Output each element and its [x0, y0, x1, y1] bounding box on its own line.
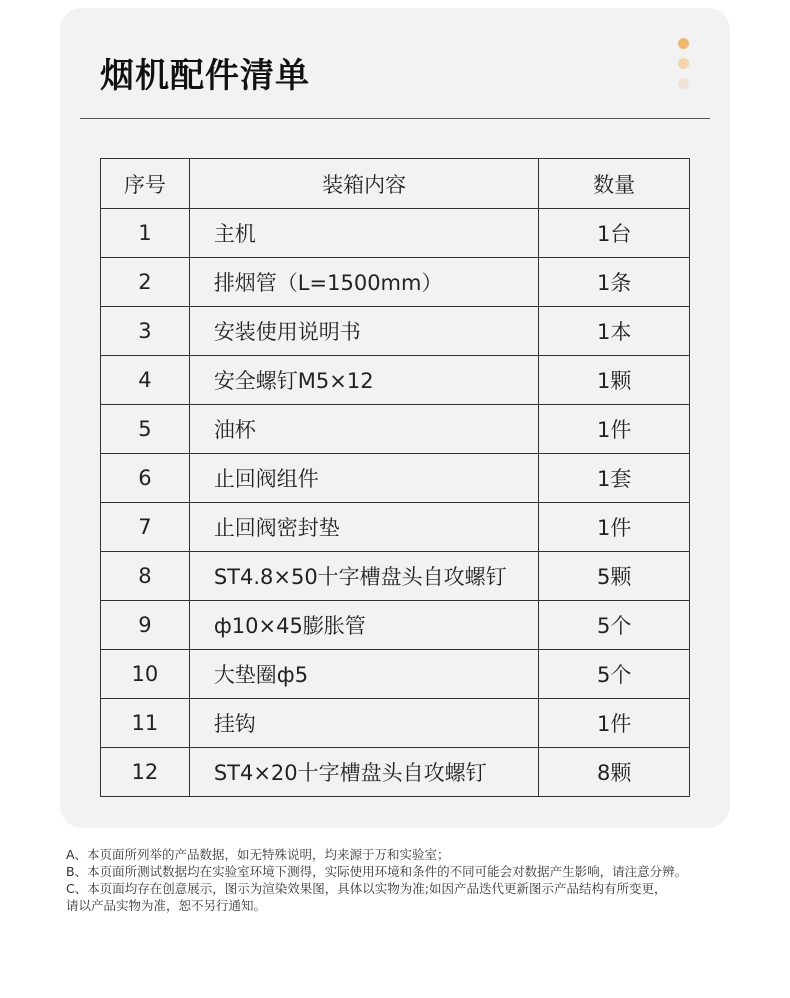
row-quantity: 5颗: [539, 552, 690, 601]
table-row: [101, 552, 690, 601]
row-number: 7: [101, 503, 190, 552]
row-number: 1: [101, 209, 190, 258]
row-number: 5: [101, 405, 190, 454]
table-row: [101, 307, 690, 356]
table-row: [101, 601, 690, 650]
row-content: ST4.8×50十字槽盘头自攻螺钉: [189, 552, 539, 601]
row-number: 12: [101, 748, 190, 797]
table-row: [101, 748, 690, 797]
parts-list-card: [60, 8, 730, 828]
row-number: 10: [101, 650, 190, 699]
row-quantity: 5个: [539, 601, 690, 650]
row-quantity: 1件: [539, 405, 690, 454]
row-quantity: 1件: [539, 503, 690, 552]
row-content: 安全螺钉M5×12: [189, 356, 539, 405]
table-row: [101, 699, 690, 748]
table-row: [101, 405, 690, 454]
footnote-a: A、本页面所列举的产品数据，如无特殊说明，均来源于万和实验室；: [66, 847, 450, 862]
row-number: 3: [101, 307, 190, 356]
row-quantity: 5个: [539, 650, 690, 699]
dot-icon: [678, 38, 689, 49]
row-number: 9: [101, 601, 190, 650]
row-quantity: 1套: [539, 454, 690, 503]
table-row: [101, 650, 690, 699]
table-header-row: [101, 159, 690, 209]
row-number: 8: [101, 552, 190, 601]
column-header-no: 序号: [101, 159, 190, 209]
dot-icon: [678, 78, 689, 89]
table-row: [101, 258, 690, 307]
row-content: ST4×20十字槽盘头自攻螺钉: [189, 748, 539, 797]
table-row: [101, 454, 690, 503]
row-quantity: 1条: [539, 258, 690, 307]
row-content: 安装使用说明书: [189, 307, 539, 356]
table-row: [101, 356, 690, 405]
row-content: 大垫圈ф5: [189, 650, 539, 699]
row-quantity: 1件: [539, 699, 690, 748]
row-number: 4: [101, 356, 190, 405]
row-content: 挂钩: [189, 699, 539, 748]
row-number: 6: [101, 454, 190, 503]
row-number: 2: [101, 258, 190, 307]
row-quantity: 1台: [539, 209, 690, 258]
row-content: ф10×45膨胀管: [189, 601, 539, 650]
row-quantity: 1本: [539, 307, 690, 356]
column-header-content: 装箱内容: [189, 159, 539, 209]
row-quantity: 1颗: [539, 356, 690, 405]
row-content: 主机: [189, 209, 539, 258]
table-row: [101, 209, 690, 258]
table-row: [101, 503, 690, 552]
row-quantity: 8颗: [539, 748, 690, 797]
row-number: 11: [101, 699, 190, 748]
page-title: 烟机配件清单: [100, 56, 310, 96]
row-content: 止回阀密封垫: [189, 503, 539, 552]
decorative-dots: [678, 38, 690, 98]
footnote-c: C、本页面均存在创意展示，图示为渲染效果图，具体以实物为准;如因产品迭代更新图示产品结构有所变更，: [66, 881, 667, 896]
dot-icon: [678, 58, 689, 69]
row-content: 止回阀组件: [189, 454, 539, 503]
footnotes: [66, 846, 766, 914]
title-divider: [80, 118, 710, 119]
row-content: 油杯: [189, 405, 539, 454]
footnote-b: B、本页面所测试数据均在实验室环境下测得，实际使用环境和条件的不同可能会对数据产生影响，请注意分辨。: [66, 864, 688, 879]
footnote-c-continued: 请以产品实物为准，恕不另行通知。: [66, 898, 267, 913]
row-content: 排烟管（L=1500mm）: [189, 258, 539, 307]
column-header-qty: 数量: [539, 159, 690, 209]
parts-table: [100, 158, 690, 797]
